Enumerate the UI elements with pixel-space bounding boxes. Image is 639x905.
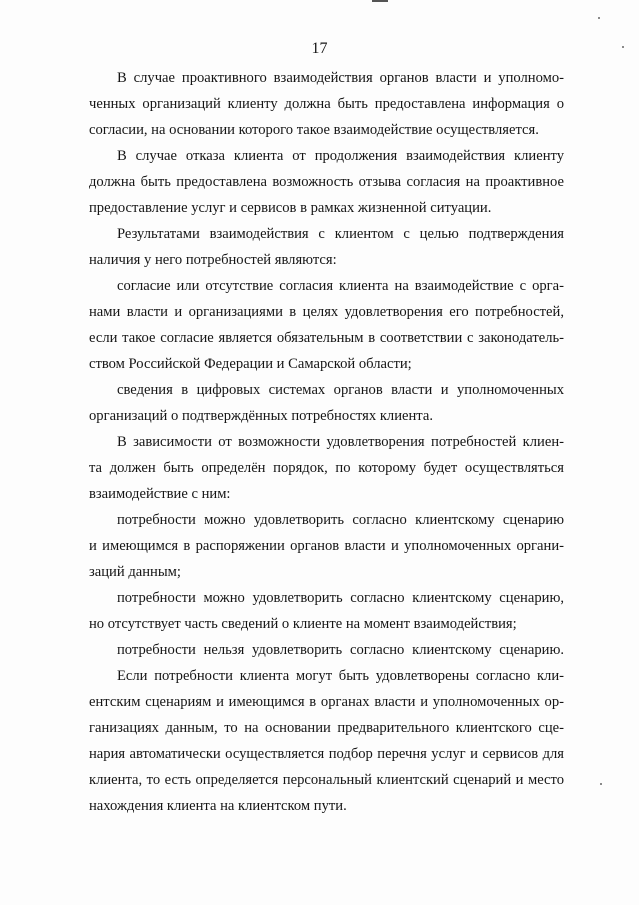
text-line: та должен быть определён порядок, по которому будет осуществляться bbox=[89, 460, 564, 476]
page-number: 17 bbox=[311, 40, 328, 57]
text-line: нами власти и организациями в целях удовлетворения его потребностей, bbox=[89, 304, 564, 320]
text-line: если такое согласие является обязательным в соответствии с законодатель- bbox=[89, 330, 564, 346]
text-line: потребности можно удовлетворить согласно клиентскому сценарию, bbox=[117, 590, 564, 606]
scan-speck bbox=[598, 17, 600, 19]
text-line: предоставление услуг и сервисов в рамках жизненной ситуации. bbox=[89, 200, 492, 216]
text-line: В зависимости от возможности удовлетворения потребностей клиен- bbox=[117, 434, 564, 450]
text-line: согласии, на основании которого такое взаимодействие осуществляется. bbox=[89, 122, 539, 138]
text-line: ганизациях данным, то на основании предварительного клиентского сце- bbox=[89, 720, 564, 736]
text-line: заций данным; bbox=[89, 564, 181, 580]
text-line: должна быть предоставлена возможность отзыва согласия на проактивное bbox=[89, 174, 564, 190]
text-line: Результатами взаимодействия с клиентом с целью подтверждения bbox=[117, 226, 564, 242]
text-line: В случае отказа клиента от продолжения взаимодействия клиенту bbox=[117, 148, 564, 164]
scan-speck bbox=[600, 783, 602, 785]
text-line: клиента, то есть определяется персональный клиентский сценарий и место bbox=[89, 772, 564, 788]
text-line: но отсутствует часть сведений о клиенте на момент взаимодействия; bbox=[89, 616, 517, 632]
text-line: нария автоматически осуществляется подбор перечня услуг и сервисов для bbox=[89, 746, 564, 762]
text-line: ентским сценариям и имеющимся в органах власти и уполномоченных ор- bbox=[89, 694, 564, 710]
text-line: В случае проактивного взаимодействия органов власти и уполномо- bbox=[117, 70, 564, 86]
scan-mark bbox=[372, 0, 388, 2]
text-line: согласие или отсутствие согласия клиента на взаимодействие с орга- bbox=[117, 278, 564, 294]
text-line: ченных организаций клиенту должна быть предоставлена информация о bbox=[89, 96, 564, 112]
scan-speck bbox=[622, 46, 624, 48]
text-line: потребности нельзя удовлетворить согласно клиентскому сценарию. bbox=[117, 642, 564, 658]
text-line: наличия у него потребностей являются: bbox=[89, 252, 337, 268]
text-line: ством Российской Федерации и Самарской области; bbox=[89, 356, 412, 372]
text-line: и имеющимся в распоряжении органов власти и уполномоченных органи- bbox=[89, 538, 564, 554]
text-line: Если потребности клиента могут быть удовлетворены согласно кли- bbox=[117, 668, 564, 684]
text-line: потребности можно удовлетворить согласно клиентскому сценарию bbox=[117, 512, 564, 528]
text-line: взаимодействие с ним: bbox=[89, 486, 231, 502]
text-line: сведения в цифровых системах органов власти и уполномоченных bbox=[117, 382, 564, 398]
text-line: нахождения клиента на клиентском пути. bbox=[89, 798, 347, 814]
text-line: организаций о подтверждённых потребностях клиента. bbox=[89, 408, 433, 424]
